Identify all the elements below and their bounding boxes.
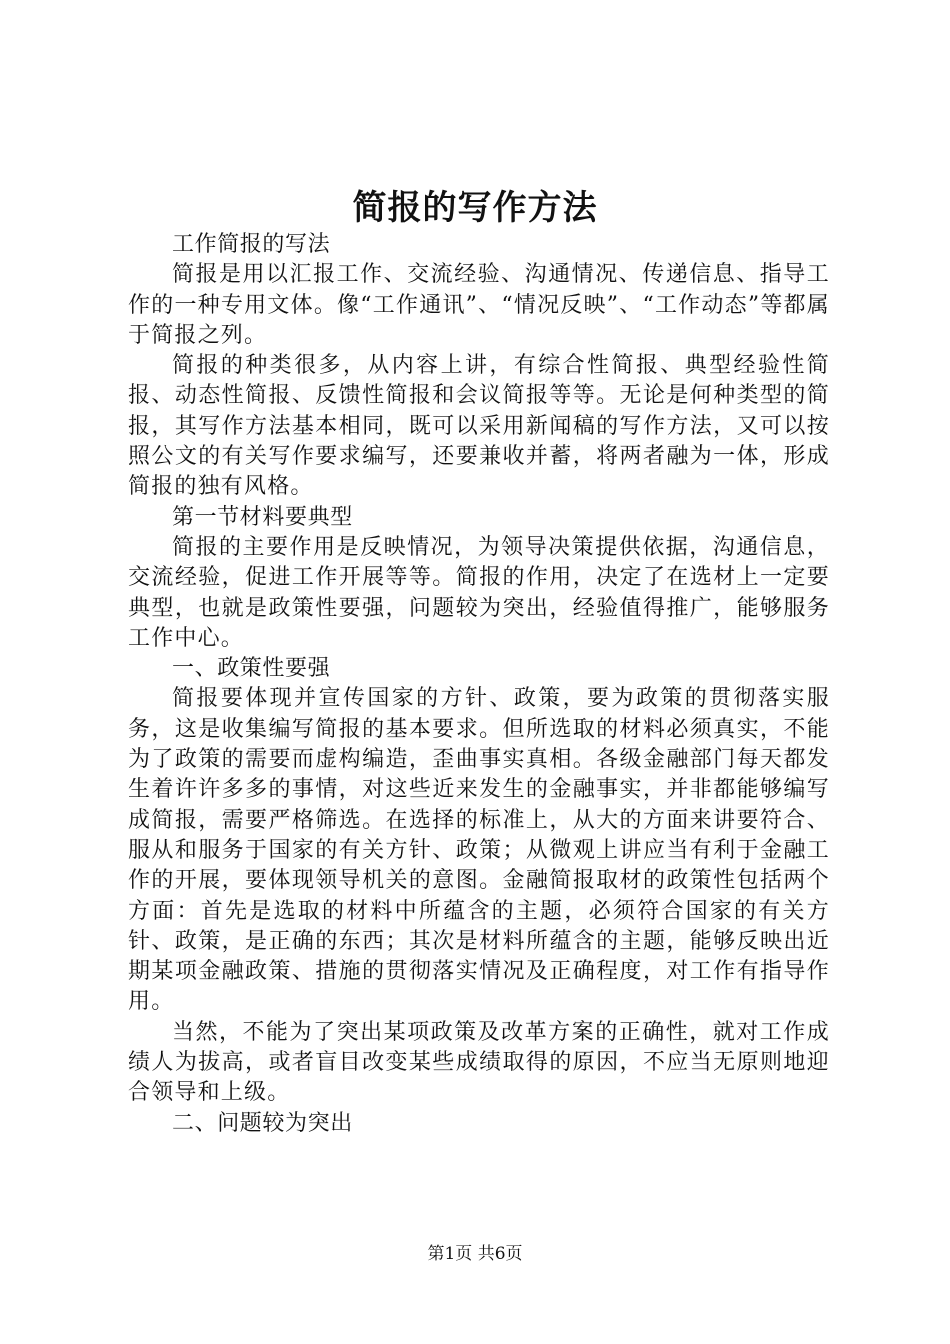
section-heading: 工作简报的写法 [172,232,331,257]
body-paragraph: 简报的种类很多，从内容上讲，有综合性简报、典型经验性简报、动态性简报、反馈性简报和会议简报等等。无论是何种类型的简报，其写作方法基本相同，既可以采用新闻稿的写作方法，又可以按照公文的有关写作要求编写，还要兼收并蓄，将两者融为一体，形成简报的独有风格。 [128,353,830,500]
body-paragraph: 简报要体现并宣传国家的方针、政策，要为政策的贯彻落实服务，这是收集编写简报的基本要求。但所选取的材料必须真实，不能为了政策的需要而虚构编造，歪曲事实真相。各级金融部门每天都发生着许许多多的事情，对这些近来发生的金融事实，并非都能够编写成简报，需要严格筛选。在选择的标准上，从大的方面来讲要符合、服从和服务于国家的有关方针、政策；从微观上讲应当有利于金融工作的开展，要体现领导机关的意图。金融简报取材的政策性包括两个方面：首先是选取的材料中所蕴含的主题，必须符合国家的有关方针、政策，是正确的东西；其次是材料所蕴含的主题，能够反映出近期某项金融政策、措施的贯彻落实情况及正确程度，对工作有指导作用。 [128,686,830,1015]
document-title: 简报的写作方法 [352,188,598,228]
body-paragraph: 当然，不能为了突出某项政策及改革方案的正确性，就对工作成绩人为拔高，或者盲目改变某些成绩取得的原因，不应当无原则地迎合领导和上级。 [128,1019,830,1106]
document-body [128,230,830,1139]
body-paragraph: 简报是用以汇报工作、交流经验、沟通情况、传递信息、指导工作的一种专用文体。像“工作通讯”、“情况反映”、“工作动态”等都属于简报之列。 [128,262,830,348]
section-heading: 二、问题较为突出 [172,1110,353,1136]
section-heading: 一、政策性要强 [172,656,331,682]
body-paragraph: 简报的主要作用是反映情况，为领导决策提供依据，沟通信息，交流经验，促进工作开展等等。简报的作用，决定了在选材上一定要典型，也就是政策性要强，问题较为突出，经验值得推广，能够服务工作中心。 [128,534,830,651]
page-footer: 第1页 共6页 [427,1244,523,1264]
section-heading: 第一节材料要典型 [172,504,353,530]
